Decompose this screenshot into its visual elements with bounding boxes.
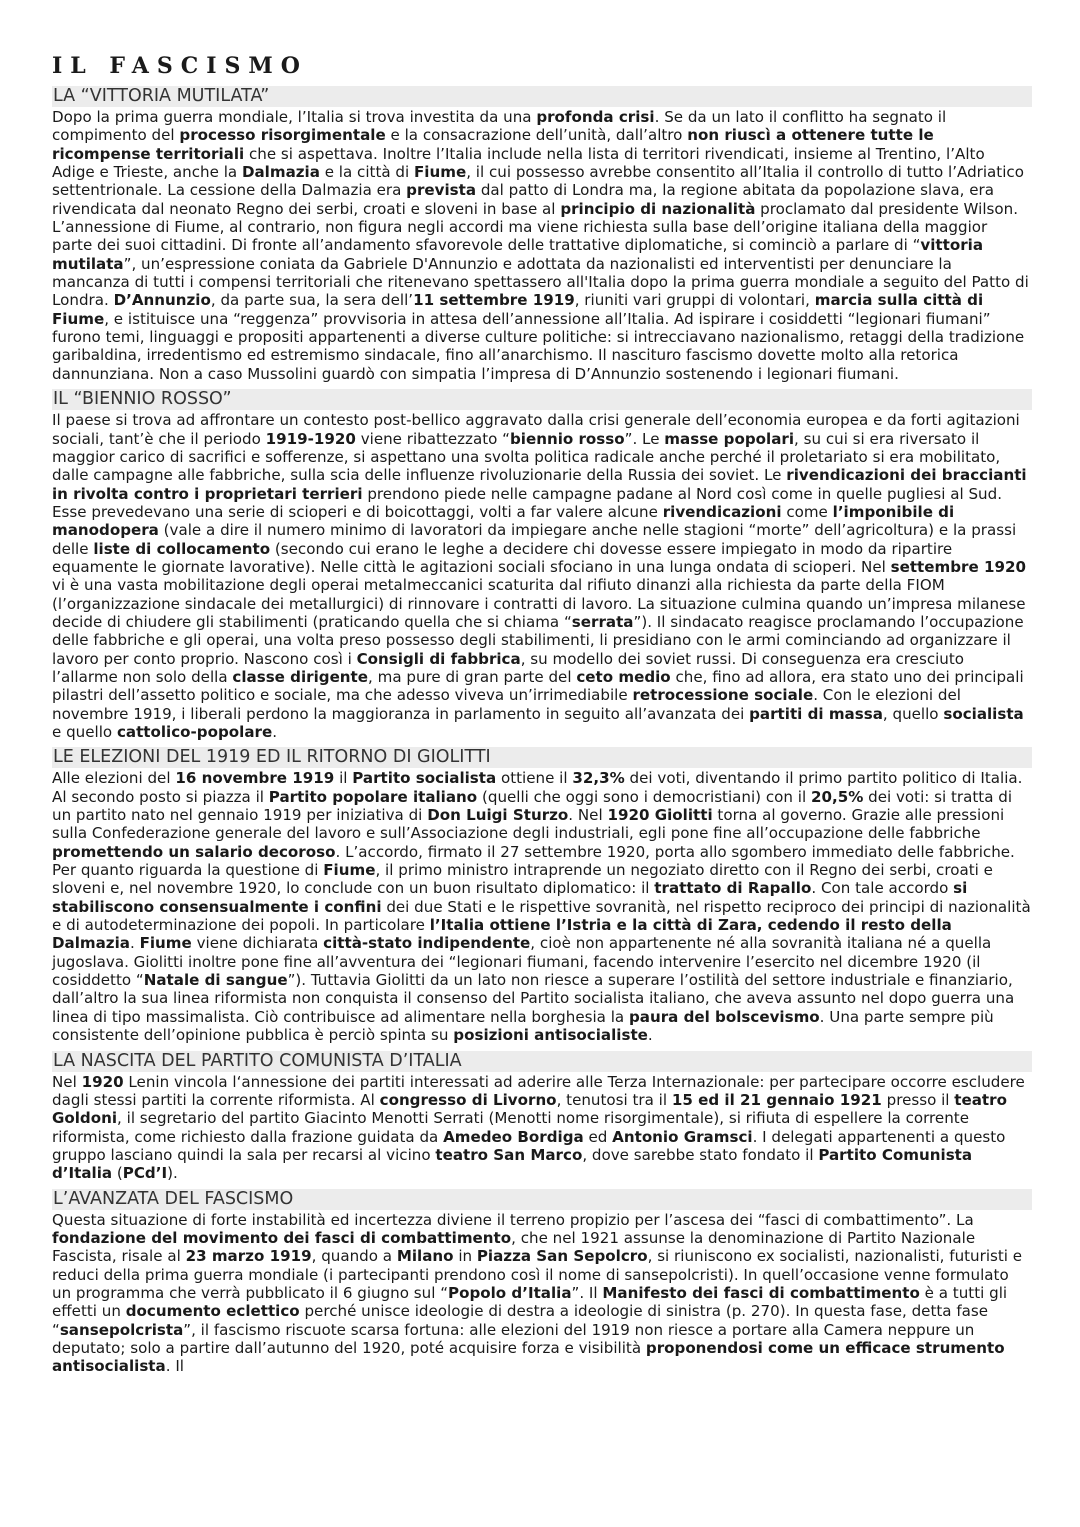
bold-text-run: cattolico-popolare	[116, 723, 273, 741]
text-run: in	[453, 1247, 477, 1266]
section-paragraph	[52, 411, 1032, 741]
text-run: , e istituisce una “reggenza” provvisoria in attesa dell’annessione all’Italia. Ad ispirare i cosiddetti “legionari fiumani” furono temi, linguaggi e propositi appartenenti a diverse culture politiche: si intrecciavano nazionalismo, retaggi della tradizione garibaldina, irredentismo ed estremismo sindacale, fino all’anarchismo. Il nascituro fascismo dovette molto alla retorica dannunziana. Non a caso Mussolini guardò con simpatia l’impresa di D’Annunzio sostenendo i legionari fiumani.	[52, 309, 1025, 383]
bold-text-run: liste di collocamento	[93, 539, 271, 558]
bold-text-run: PCd’I	[122, 1164, 168, 1183]
bold-text-run: teatro Goldoni	[52, 1090, 1007, 1128]
text-run: dal patto di Londra ma, la regione abitata da popolazione slava, era rivendicata dal neonato Regno dei serbi, croati e sloveni in base al	[52, 181, 995, 218]
bold-text-run: retrocessione sociale	[632, 686, 814, 705]
bold-text-run: documento eclettico	[125, 1302, 300, 1321]
section-heading: IL “BIENNIO ROSSO”	[52, 389, 1032, 410]
text-run: dei voti, diventando il primo partito politico di Italia. Al secondo posto si piazza il	[52, 769, 1023, 806]
text-run: , cioè non appartenente né alla sovranità italiana né a quella jugoslava. Giolitti inoltre pone fine all’avventura dei “legionari fiumani, facendo intervenire l’esercito nel dicembre 1920 (il cosiddetto “	[52, 934, 992, 990]
section-partito-comunista	[52, 1051, 1032, 1183]
bold-text-run: si stabiliscono consensualmente i confini	[52, 879, 968, 916]
text-run: presso il	[881, 1090, 955, 1109]
bold-text-run: Natale di sangue	[143, 971, 288, 990]
text-run: , da parte sua, la sera dell’	[210, 291, 414, 310]
text-run: ”, un’espressione coniata da Gabriele D'Annunzio e adottata da nazionalisti ed interventisti per denunciare la mancanza di tutti i compensi territoriali che ritenevano spettassero all'Italia dopo la prima guerra mondiale a seguito del Patto di Londra.	[52, 254, 1029, 310]
bold-text-run: Milano	[396, 1247, 454, 1266]
section-vittoria-mutilata	[52, 86, 1032, 383]
document-title: IL FASCISMO	[52, 53, 308, 79]
bold-text-run: profonda crisi	[536, 108, 655, 126]
text-run: , ma pure di gran parte del	[368, 667, 577, 686]
bold-text-run: serrata	[571, 612, 634, 631]
section-heading: LA “VITTORIA MUTILATA”	[52, 86, 1032, 107]
text-run: . Una parte sempre più consistente dell’opinione pubblica è perciò spinta su	[52, 1007, 994, 1045]
bold-text-run: 1920	[81, 1072, 124, 1091]
bold-text-run: Antonio Gramsci	[612, 1127, 753, 1146]
text-run: , su modello dei soviet russi. Di conseguenza era cresciuto l’allarme non solo della	[52, 649, 965, 686]
text-run: ”. Le	[624, 429, 665, 448]
bold-text-run: 15 ed il 21 gennaio 1921	[671, 1090, 882, 1109]
bold-text-run: 16 novembre 1919	[175, 769, 335, 788]
text-run: proclamato dal presidente Wilson. L’annessione di Fiume, al contrario, non figura negli accordi ma viene richiesta sulla base dell’origine italiana della maggior parte dei suoi cittadini. Di fronte all’andamento sfavorevole delle trattative diplomatiche, si cominciò a parlare di “	[52, 199, 1019, 255]
section-paragraph	[52, 1073, 1032, 1183]
bold-text-run: partiti di massa	[749, 704, 883, 723]
text-run: dei due Stati e le rispettive sovranità, nel rispetto reciproco dei principi di nazionalità e di autodeterminazione dei popoli. In particolare	[52, 897, 1031, 935]
section-heading: L’AVANZATA DEL FASCISMO	[52, 1189, 1032, 1210]
bold-text-run: Piazza San Sepolcro	[476, 1247, 648, 1266]
text-run: ”, il fascismo riscuote scarsa fortuna: alle elezioni del 1919 non riesce a portare alla Camera neppure un deputato; solo a partire dall’autunno del 1920, poté acquisire forza e visibilità	[52, 1320, 975, 1357]
bold-text-run: marcia sulla città di Fiume	[52, 291, 984, 328]
bold-text-run: Fiume	[323, 861, 376, 880]
bold-text-run: 23 marzo 1919	[185, 1247, 312, 1266]
text-run: che si aspettava. Inoltre l’Italia include nella lista di territori rivendicati, insieme al Trentino, l’Alto Adige e Trieste, anche la	[52, 144, 985, 182]
bold-text-run: prevista	[406, 181, 477, 200]
bold-text-run: congresso di Livorno	[379, 1090, 557, 1109]
text-run: e la consacrazione dell’unità, dall’altro	[385, 126, 688, 145]
bold-text-run: settembre 1920	[890, 557, 1026, 576]
text-run: Questa situazione di forte instabilità ed incertezza diviene il terreno propizio per l’ascesa dei “fasci di combattimento”. La	[52, 1210, 974, 1229]
text-run: , quando a	[311, 1247, 397, 1266]
text-run: ”. Il	[571, 1283, 603, 1302]
text-run: perché unisce ideologie di destra a ideologie di sinistra (p. 270). In questa fase, detta fase “	[52, 1302, 989, 1339]
bold-text-run: socialista	[943, 704, 1024, 723]
bold-text-run: Fiume	[413, 163, 467, 182]
bold-text-run: Partito Comunista d’Italia	[52, 1145, 973, 1183]
bold-text-run: fondazione del movimento dei fasci di combattimento	[52, 1228, 512, 1247]
text-run: .	[272, 723, 277, 741]
text-run: , il segretario del partito Giacinto Menotti Serrati (Menotti nome risorgimentale), si rifiuta di espellere la corrente riformista, come richiesto dalla frazione guidata da	[52, 1109, 969, 1146]
text-run: . L’accordo, firmato il 27 settembre 1920, porta allo sgombero immediato delle fabbriche. Per quanto riguarda la questione di	[52, 842, 1015, 880]
section-paragraph	[52, 108, 1032, 383]
text-run: .	[129, 934, 140, 953]
bold-text-run: rivendicazioni dei braccianti in rivolta contro i proprietari terrieri	[52, 466, 1027, 503]
bold-text-run: paura del bolscevismo	[628, 1007, 820, 1026]
text-run: , tenutosi tra il	[556, 1090, 672, 1109]
text-run: (	[112, 1164, 123, 1183]
text-run: , il cui possesso avrebbe consentito all’Italia il controllo di tutto l’Adriatico settentrionale. La cessione della Dalmazia era	[52, 163, 1024, 200]
text-run: , il primo ministro intraprende un negoziato diretto con il Regno dei serbi, croati e sloveni e, nel novembre 1920, lo conclude con un buon risultato diplomatico: il	[52, 861, 993, 898]
text-run: Il paese si trova ad affrontare un contesto post-bellico aggravato dalla crisi generale dell’economia europea e da forti agitazioni sociali, tant’è che il periodo	[52, 411, 1020, 448]
text-run: viene ribattezzato “	[355, 429, 510, 448]
bold-text-run: processo risorgimentale	[179, 126, 386, 145]
text-run: torna al governo. Grazie alle pressioni sulla Confederazione generale del lavoro e sull’Associazione degli industriali, egli pone fine all’occupazione delle fabbriche	[52, 806, 1005, 843]
text-run: e la città di	[319, 163, 414, 182]
text-run: Lenin vincola l‘annessione dei partiti interessati ad aderire alle Terza Internazionale: per partecipare occorre escludere dagli stessi partiti la corrente riformista. Al	[52, 1072, 1025, 1109]
bold-text-run: Amedeo Bordiga	[443, 1127, 584, 1146]
bold-text-run: Partito popolare italiano	[268, 787, 478, 806]
bold-text-run: Don Luigi Sturzo	[427, 806, 569, 825]
bold-text-run: 20,5%	[810, 787, 864, 806]
section-elezioni-1919	[52, 747, 1032, 1044]
text-run: ed	[583, 1127, 613, 1146]
bold-text-run: 11 settembre 1919	[413, 291, 575, 310]
text-run: . Nel	[568, 806, 608, 825]
bold-text-run: posizioni antisocialiste	[453, 1026, 648, 1045]
text-run: ottiene il	[496, 769, 573, 788]
text-run: (secondo cui erano le leghe a decidere chi dovesse essere impiegato in modo da ripartire equamente le giornate lavorative). Nelle città le agitazioni sociali sfociano in una lunga ondata di scioperi. Nel	[52, 539, 953, 576]
text-run: , si riuniscono ex socialisti, nazionalisti, futuristi e reduci della prima guerra mondiale (i partecipanti prendono così il nome di sansepolcristi). In quell’occasione venne formulato un programma che verrà pubblicato il 6 giugno sul “	[52, 1247, 1023, 1302]
bold-text-run: rivendicazioni	[662, 502, 782, 521]
section-paragraph	[52, 1211, 1032, 1376]
text-run: . Con le elezioni del novembre 1919, i liberali perdono la maggioranza in parlamento in seguito all’avanzata dei	[52, 686, 961, 723]
text-run: il	[334, 769, 353, 788]
bold-text-run: ceto medio	[576, 667, 671, 686]
section-paragraph	[52, 769, 1032, 1044]
section-avanzata-fascismo	[52, 1189, 1032, 1376]
text-run: viene dichiarata	[191, 934, 324, 953]
bold-text-run: Manifesto dei fasci di combattimento	[602, 1283, 920, 1302]
bold-text-run: Dalmazia	[241, 163, 320, 182]
section-biennio-rosso	[52, 389, 1032, 741]
text-run: Alle elezioni del	[52, 769, 176, 788]
bold-text-run: Popolo d’Italia	[448, 1283, 572, 1302]
text-run: Dopo la prima guerra mondiale, l’Italia si trova investita da una	[52, 108, 537, 126]
text-run: . I delegati appartenenti a questo gruppo lasciano quindi la sala per recarsi al vicino	[52, 1127, 1006, 1164]
section-heading: LA NASCITA DEL PARTITO COMUNISTA D’ITALIA	[52, 1051, 1032, 1072]
bold-text-run: non riuscì a ottenere tutte le ricompense territoriali	[52, 126, 934, 163]
text-run: , quello	[882, 704, 944, 723]
text-run: . Con tale accordo	[811, 879, 954, 898]
bold-text-run: 1919-1920	[265, 429, 356, 448]
text-run: , che nel 1921 assunse la denominazione di Partito Nazionale Fascista, risale al	[52, 1228, 976, 1266]
text-run: prendono piede nelle campagne padane al Nord così come in quelle pugliesi al Sud. Esse prevedevano una serie di scioperi e di boicottaggi, volti a far valere alcune	[52, 484, 1003, 521]
text-run: Nel	[52, 1072, 82, 1091]
bold-text-run: l’imponibile di manodopera	[52, 502, 955, 540]
text-run: che, fino ad allora, era stato uno dei principali pilastri dell’assetto politico e sociale, ma che adesso viveva un’irrimediabile	[52, 667, 1024, 705]
bold-text-run: sansepolcrista	[59, 1320, 184, 1339]
bold-text-run: teatro San Marco	[435, 1145, 583, 1164]
text-run: , riuniti vari gruppi di volontari,	[574, 291, 815, 310]
bold-text-run: 32,3%	[572, 769, 625, 788]
text-run: e quello	[52, 723, 117, 741]
bold-text-run: promettendo un salario decoroso	[52, 842, 336, 861]
bold-text-run: proponendosi come un efficace strumento antisocialista	[52, 1338, 1005, 1376]
bold-text-run: principio di nazionalità	[560, 199, 756, 218]
text-run: come	[781, 502, 833, 521]
bold-text-run: Consigli di fabbrica	[356, 649, 521, 668]
text-run: . Se da un lato il conflitto ha segnato il compimento del	[52, 108, 947, 145]
bold-text-run: biennio rosso	[509, 429, 625, 448]
bold-text-run: trattato di Rapallo	[654, 879, 812, 898]
text-run: è a tutti gli effetti un	[52, 1283, 1008, 1321]
text-run: , su cui si era riversato il maggior carico di sacrifici e sofferenze, si aspettano una svolta politica radicale anche perché il proletariato si era mobilitato, dalle campagne alle fabbriche, sulla scia delle influenze rivoluzionarie della Russia dei soviet. Le	[52, 429, 1001, 485]
bold-text-run: Fiume	[139, 934, 192, 953]
bold-text-run: D’Annunzio	[113, 291, 211, 310]
text-run: ”). Il sindacato reagisce proclamando l’occupazione delle fabbriche e gli operai, una volta preso possesso degli stabilimenti, li presidiano con le armi cominciando ad organizzare il lavoro per conto proprio. Nascono così i	[52, 612, 1024, 668]
text-run: .	[647, 1026, 653, 1045]
text-run: ).	[167, 1164, 178, 1183]
bold-text-run: classe dirigente	[232, 667, 369, 686]
bold-text-run: masse popolari	[664, 429, 794, 448]
text-run: , dove sarebbe stato fondato il	[582, 1145, 819, 1164]
bold-text-run: Partito socialista	[352, 769, 497, 788]
text-run: ”). Tuttavia Giolitti da un lato non riesce a superare l’ostilità del settore industriale e finanziario, dall’altro la sua linea riformista non conquista il consenso del Partito socialista italiano, che aveva assunto nel dopo guerra una linea di tipo massimalista. Ciò contribuisce ad alimentare nella borghesia la	[52, 971, 1015, 1026]
bold-text-run: vittoria mutilata	[52, 236, 984, 273]
text-run: vi è una vasta mobilitazione degli operai metalmeccanici scaturita dal rifiuto dinanzi alla richiesta da parte della FIOM (l’organizzazione sindacale dei metallurgici) di rinnovare i contratti di lavoro. La situazione culmina quando un’impresa milanese decide di chiudere gli stabilimenti (praticando quella che si chiama “	[52, 576, 1026, 631]
section-heading: LE ELEZIONI DEL 1919 ED IL RITORNO DI GIOLITTI	[52, 747, 1032, 768]
bold-text-run: città-stato indipendente	[323, 934, 531, 953]
text-run: dei voti: si tratta di un partito nato nel gennaio 1919 per iniziativa di	[52, 787, 1013, 825]
bold-text-run: 1920 Giolitti	[607, 806, 713, 825]
bold-text-run: l’Italia ottiene l’Istria e la città di Zara, cedendo il resto della Dalmazia	[52, 916, 952, 953]
text-run: (vale a dire il numero minimo di lavoratori da impiegare anche nelle stagioni “morte” dell’agricoltura) e la prassi delle	[52, 521, 1017, 558]
text-run: (quelli che oggi sono i democristiani) con il	[477, 787, 811, 806]
text-run: . Il	[165, 1357, 184, 1376]
